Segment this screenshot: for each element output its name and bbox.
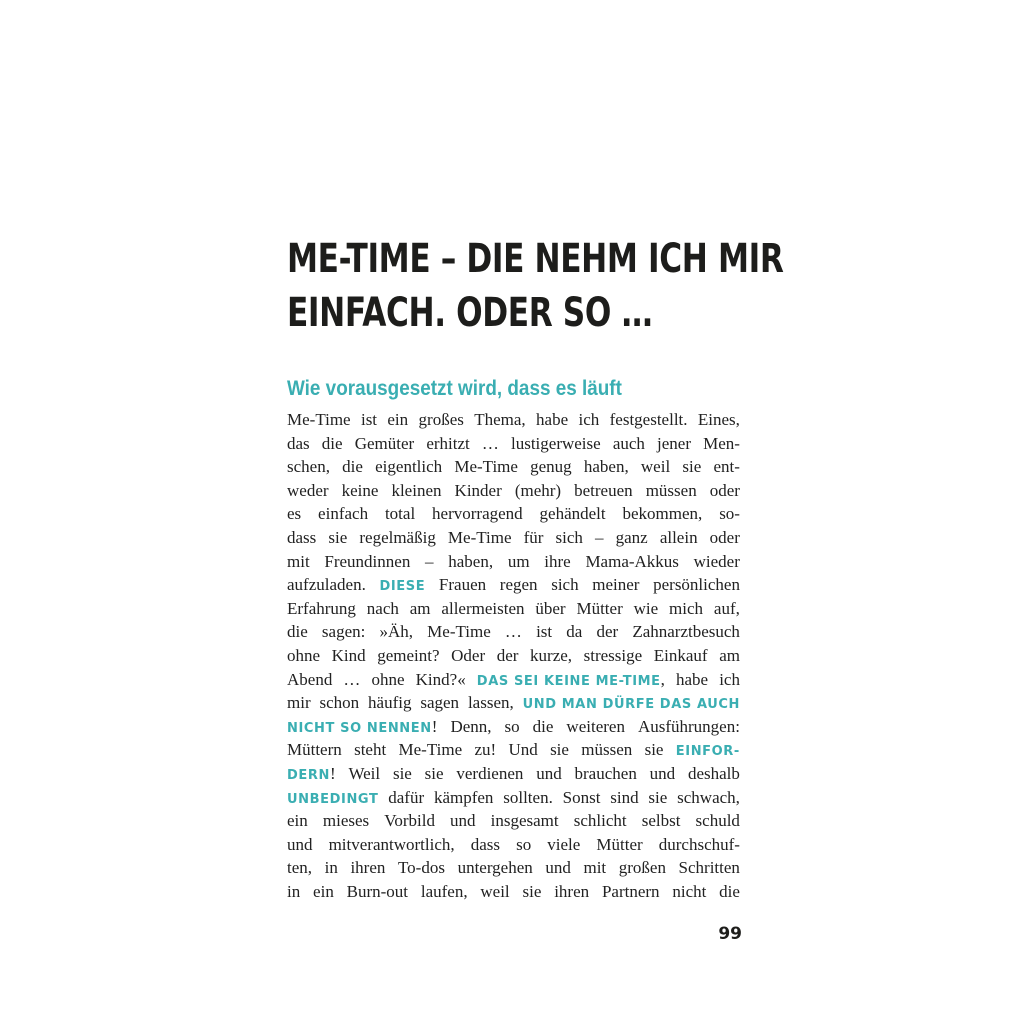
word: …	[481, 433, 499, 453]
word: Kinder	[454, 480, 502, 500]
chapter-title-line-1: ME-TIME – DIE NEHM ICH MIR	[287, 236, 784, 282]
word: sie	[550, 740, 569, 760]
word: ihren	[350, 858, 386, 878]
word: ohne	[371, 669, 405, 689]
word: Frauen	[438, 575, 487, 595]
word: Partnern	[601, 881, 660, 901]
word: und	[536, 763, 562, 783]
word: kleinen	[391, 480, 442, 500]
word: meiner	[592, 575, 640, 595]
word: schen,	[287, 457, 330, 477]
word: wieder	[693, 551, 740, 571]
word: mieses	[322, 811, 370, 831]
word: kurze,	[530, 645, 573, 665]
word: lassen,	[467, 693, 514, 713]
word: habe	[676, 669, 709, 689]
word: Me-Time	[427, 622, 491, 642]
word: mich	[669, 598, 704, 618]
word: Schritten	[678, 858, 740, 878]
word: Oder	[451, 645, 486, 665]
word: weiteren	[566, 716, 625, 736]
word: Erfahrung	[287, 598, 356, 618]
word: hervorragend	[432, 504, 523, 524]
word: in	[324, 858, 338, 878]
word: müssen	[581, 740, 633, 760]
text-line	[287, 479, 740, 503]
text-line	[287, 597, 740, 621]
word: schlicht	[573, 811, 627, 831]
word: Mama-Akkus	[585, 551, 679, 571]
word: Eines,	[697, 410, 740, 429]
word: mir	[287, 693, 311, 713]
word: sich	[555, 527, 583, 547]
word: allermeisten	[441, 598, 525, 618]
word: genug	[530, 457, 572, 477]
word: Weil	[348, 763, 381, 783]
word: über	[535, 598, 566, 618]
word: gemeint?	[377, 645, 440, 665]
text-line	[287, 573, 740, 597]
emphasis-text: EINFOR-	[675, 744, 740, 760]
word: ein	[287, 811, 308, 831]
word: total	[384, 504, 416, 524]
word: Me-Time	[287, 410, 351, 429]
word: Zahnarztbesuch	[632, 622, 740, 642]
word: Vorbild	[384, 811, 435, 831]
word: da	[566, 622, 583, 642]
word: Gemüter	[354, 433, 415, 453]
word: Me-Time	[454, 457, 518, 477]
word: laufen,	[420, 881, 468, 901]
word: sich	[551, 575, 579, 595]
word: habe	[536, 410, 569, 429]
word: Und	[508, 740, 538, 760]
word: für	[523, 527, 544, 547]
word: oder	[709, 480, 740, 500]
word: ist	[536, 622, 553, 642]
emphasis-word	[379, 573, 425, 597]
word: Sonst	[562, 787, 601, 807]
word: sie	[648, 787, 668, 807]
word: kämpfen	[433, 787, 494, 807]
emphasis-word	[477, 668, 665, 692]
word: Denn,	[450, 716, 492, 736]
word: sie	[424, 763, 444, 783]
word: ich	[578, 410, 600, 429]
word: festgestellt.	[609, 410, 688, 429]
word: viele	[547, 834, 581, 854]
word: dafür	[388, 787, 425, 807]
word: ich	[719, 669, 740, 689]
emphasis-word	[523, 691, 740, 715]
chapter-title-line-2: EINFACH. ODER SO …	[287, 290, 653, 336]
word: in	[287, 881, 301, 901]
word: so	[504, 716, 520, 736]
word: dass	[287, 527, 317, 547]
word: steht	[354, 740, 387, 760]
chapter-title	[287, 232, 784, 340]
text-line	[287, 455, 740, 479]
word: sie	[644, 740, 664, 760]
text-line	[287, 526, 740, 550]
word: Abend	[287, 669, 333, 689]
word: To-dos	[397, 858, 445, 878]
word: betreuen	[574, 480, 633, 500]
text-line	[287, 880, 740, 904]
word: Men-	[703, 433, 740, 453]
emphasis-word	[287, 786, 378, 810]
word: brauchen	[574, 763, 637, 783]
text-line	[287, 620, 740, 644]
word: selbst	[641, 811, 681, 831]
emphasis-text: DERN	[287, 767, 330, 783]
word: untergehen	[457, 858, 533, 878]
word: ihren	[554, 881, 590, 901]
word: gehändelt	[539, 504, 606, 524]
word: allein	[659, 527, 698, 547]
word: es	[287, 504, 302, 524]
word: mit	[583, 858, 607, 878]
word: und	[545, 858, 571, 878]
word: regelmäßig	[359, 527, 436, 547]
word: ent-	[713, 457, 740, 477]
text-line	[287, 644, 740, 668]
text-line	[287, 432, 740, 456]
word: sie	[522, 881, 542, 901]
word: stressige	[583, 645, 643, 665]
word: –	[425, 551, 434, 571]
word: Mütter	[596, 834, 643, 854]
word: ein	[313, 881, 334, 901]
punctuation: ,	[660, 669, 665, 689]
word: so-	[719, 504, 740, 524]
word: ein	[387, 410, 409, 429]
text-line	[287, 833, 740, 857]
word: weder	[287, 480, 329, 500]
word: großes	[418, 410, 464, 429]
word: und	[649, 763, 676, 783]
word: auch	[612, 433, 645, 453]
word: erhitzt	[426, 433, 470, 453]
word: schuld	[695, 811, 740, 831]
word: am	[719, 645, 740, 665]
word: oder	[709, 527, 740, 547]
word: ist	[360, 410, 378, 429]
section-heading: Wie vorausgesetzt wird, dass es läuft	[287, 377, 622, 400]
word: ihre	[544, 551, 571, 571]
emphasis-text: NICHT SO NENNEN	[287, 720, 432, 736]
word: »Äh,	[379, 622, 414, 642]
word: müssen	[645, 480, 697, 500]
word: nach	[366, 598, 399, 618]
word: Thema,	[474, 410, 526, 429]
word: (mehr)	[514, 480, 562, 500]
word: weil	[640, 457, 671, 477]
word: sollten.	[503, 787, 553, 807]
word: einfach	[318, 504, 369, 524]
word: Kind	[331, 645, 366, 665]
word: schwach,	[677, 787, 740, 807]
word: aufzuladen.	[287, 575, 366, 595]
word: weil	[480, 881, 510, 901]
text-line	[287, 408, 740, 432]
page-number: 99	[718, 924, 742, 944]
word: die	[342, 457, 363, 477]
word: eigentlich	[375, 457, 443, 477]
word: nicht	[672, 881, 707, 901]
word: Kind?«	[415, 669, 466, 689]
word: die	[719, 881, 740, 901]
word: und	[450, 811, 476, 831]
word: um	[507, 551, 530, 571]
word: lustigerweise	[510, 433, 601, 453]
word: haben,	[448, 551, 494, 571]
text-line	[287, 668, 740, 692]
word: ganz	[615, 527, 648, 547]
word: häufig	[368, 693, 412, 713]
text-line	[287, 691, 740, 715]
word: …	[343, 669, 361, 689]
word: sind	[610, 787, 639, 807]
word: Me-Time	[447, 527, 512, 547]
word: –	[595, 527, 604, 547]
word: haben,	[583, 457, 629, 477]
word: ohne	[287, 645, 321, 665]
word: die	[287, 622, 308, 642]
word: Einkauf	[653, 645, 708, 665]
word: und	[287, 834, 313, 854]
word: auf,	[713, 598, 740, 618]
word: insgesamt	[490, 811, 559, 831]
word: deshalb	[687, 763, 740, 783]
word: persönlichen	[653, 575, 740, 595]
word: mitverantwortlich,	[328, 834, 455, 854]
word: Me-Time	[398, 740, 463, 760]
text-line	[287, 715, 740, 739]
word: am	[409, 598, 431, 618]
word: bekommen,	[622, 504, 703, 524]
word: durchschuf-	[658, 834, 740, 854]
word: der	[496, 645, 519, 665]
body-paragraph	[287, 408, 740, 903]
word: sagen:	[321, 622, 366, 642]
emphasis-text: DAS SEI KEINE ME-TIME	[476, 673, 661, 689]
emphasis-word	[287, 715, 437, 739]
word: mit	[287, 551, 310, 571]
word: Burn-out	[346, 881, 409, 901]
emphasis-word	[287, 762, 336, 786]
word: ten,	[287, 858, 313, 878]
emphasis-text: DIESE	[379, 579, 426, 595]
word: der	[596, 622, 619, 642]
word: sagen	[420, 693, 460, 713]
word: verdienen	[456, 763, 524, 783]
text-line	[287, 786, 740, 810]
text-line	[287, 856, 740, 880]
word: großen	[618, 858, 666, 878]
word: sie	[392, 763, 412, 783]
word: Ausführungen:	[637, 716, 740, 736]
text-line	[287, 738, 740, 762]
word: dass	[470, 834, 500, 854]
word: Müttern	[287, 740, 342, 760]
word: sie	[328, 527, 348, 547]
word: keine	[341, 480, 379, 500]
emphasis-text: UND MAN DÜRFE DAS AUCH	[522, 697, 740, 713]
text-line	[287, 502, 740, 526]
word: das	[287, 433, 310, 453]
punctuation: !	[431, 716, 438, 736]
punctuation: !	[329, 763, 336, 783]
word: Mütter	[576, 598, 623, 618]
word: die	[321, 433, 343, 453]
word: Freundinnen	[324, 551, 411, 571]
word: jener	[657, 433, 692, 453]
word: regen	[499, 575, 538, 595]
text-line	[287, 550, 740, 574]
word: zu!	[474, 740, 497, 760]
text-line	[287, 809, 740, 833]
word: wie	[633, 598, 659, 618]
word: die	[532, 716, 554, 736]
word: sie	[682, 457, 702, 477]
word: …	[504, 622, 522, 642]
word: schon	[319, 693, 360, 713]
text-line	[287, 762, 740, 786]
emphasis-text: UNBEDINGT	[287, 791, 379, 807]
word: so	[516, 834, 532, 854]
emphasis-word	[676, 738, 740, 762]
